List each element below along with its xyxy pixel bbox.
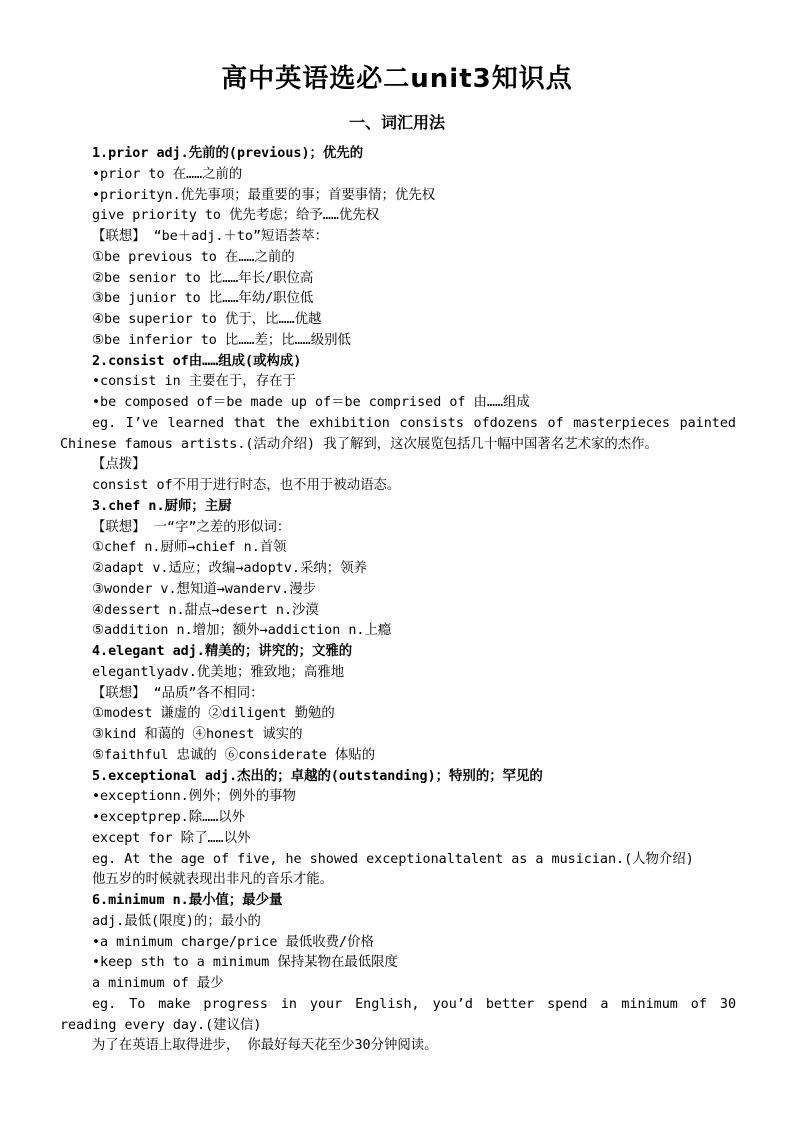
text-line: •priorityn.优先事项；最重要的事；首要事情；优先权 (92, 187, 436, 203)
text-line: adj.最低(限度)的；最小的 (92, 913, 261, 929)
text-line: •prior to 在……之前的 (92, 166, 243, 182)
example-sentence-cont: Chinese famous artists.(活动介绍) 我了解到，这次展览包括几十幅中国著名艺术家的杰作。 (60, 436, 658, 452)
text-line: ①modest 谦虚的 ②diligent 勤勉的 (92, 706, 335, 722)
section-heading: 一、词汇用法 (348, 113, 445, 132)
text-line: ①chef n.厨师→chief n.首领 (92, 540, 287, 556)
document-title: 高中英语选必二unit3知识点 (221, 64, 573, 94)
document-body (60, 144, 736, 1057)
text-line: •be composed of＝be made up of＝be comprised of 由……组成 (92, 395, 530, 410)
vocab-heading-exceptional: 5.exceptional adj.杰出的；卓越的(outstanding)；特别的；罕见的 (92, 768, 543, 784)
example-sentence-cont: reading every day.(建议信) (60, 1017, 262, 1033)
text-line: give priority to 优先考虑；给予……优先权 (92, 208, 380, 224)
example-sentence: eg. At the age of five, he showed exceptionaltalent as a musician.(人物介绍) (92, 851, 694, 867)
text-line: ③be junior to 比……年幼/职位低 (92, 291, 314, 307)
text-line: •consist in 主要在于，存在于 (92, 374, 296, 390)
text-line: ⑤addition n.增加；额外→addiction n.上瘾 (92, 623, 392, 639)
association-label: 【联想】 “品质”各不相同： (92, 685, 264, 701)
text-line: •a minimum charge/price 最低收费/价格 (92, 934, 374, 950)
association-label: 【联想】 一“字”之差的形似词： (92, 519, 291, 535)
text-line: consist of不用于进行时态，也不用于被动语态。 (92, 478, 401, 493)
text-line: except for 除了……以外 (92, 830, 251, 846)
text-line: ③kind 和蔼的 ④honest 诚实的 (92, 727, 303, 742)
text-line: •exceptionn.例外；例外的事物 (92, 789, 296, 805)
text-line: ②be senior to 比……年长/职位高 (92, 270, 314, 286)
text-line: ①be previous to 在……之前的 (92, 249, 295, 265)
text-line: ②adapt v.适应；改编→adoptv.采纳；领养 (92, 561, 367, 576)
text-line: a minimum of 最少 (92, 976, 224, 991)
vocab-heading-consist: 2.consist of由……组成(或构成) (92, 353, 302, 369)
text-line: ③wonder v.想知道→wanderv.漫步 (92, 581, 317, 597)
text-line: ④be superior to 优于，比……优越 (92, 312, 322, 327)
example-sentence: eg. To make progress in your English, you’d better spend a minimum of 30 (92, 996, 736, 1012)
vocab-heading-minimum: 6.minimum n.最小值；最少量 (92, 893, 283, 908)
text-line: •exceptprep.除……以外 (92, 810, 246, 825)
vocab-heading-chef: 3.chef n.厨师；主厨 (92, 498, 232, 514)
text-line: ⑤be inferior to 比……差；比……级别低 (92, 332, 351, 348)
tip-label: 【点拨】 (92, 457, 146, 473)
text-line: •keep sth to a minimum 保持某物在最低限度 (92, 955, 398, 971)
vocab-heading-elegant: 4.elegant adj.精美的；讲究的；文雅的 (92, 644, 353, 659)
example-translation: 为了在英语上取得进步， 你最好每天花至少30分钟阅读。 (92, 1038, 438, 1054)
text-line: elegantlyadv.优美地；雅致地；高雅地 (92, 664, 345, 680)
example-translation: 他五岁的时候就表现出非凡的音乐才能。 (92, 872, 334, 888)
vocab-heading-prior: 1.prior adj.先前的(previous)；优先的 (92, 146, 364, 161)
text-line: ⑤faithful 忠诚的 ⑥considerate 体贴的 (92, 747, 376, 763)
example-sentence: eg. I’ve learned that the exhibition consists ofdozens of masterpieces painted (92, 415, 736, 431)
text-line: ④dessert n.甜点→desert n.沙漠 (92, 602, 319, 618)
association-label: 【联想】 “be＋adj.＋to”短语荟萃： (92, 229, 328, 244)
